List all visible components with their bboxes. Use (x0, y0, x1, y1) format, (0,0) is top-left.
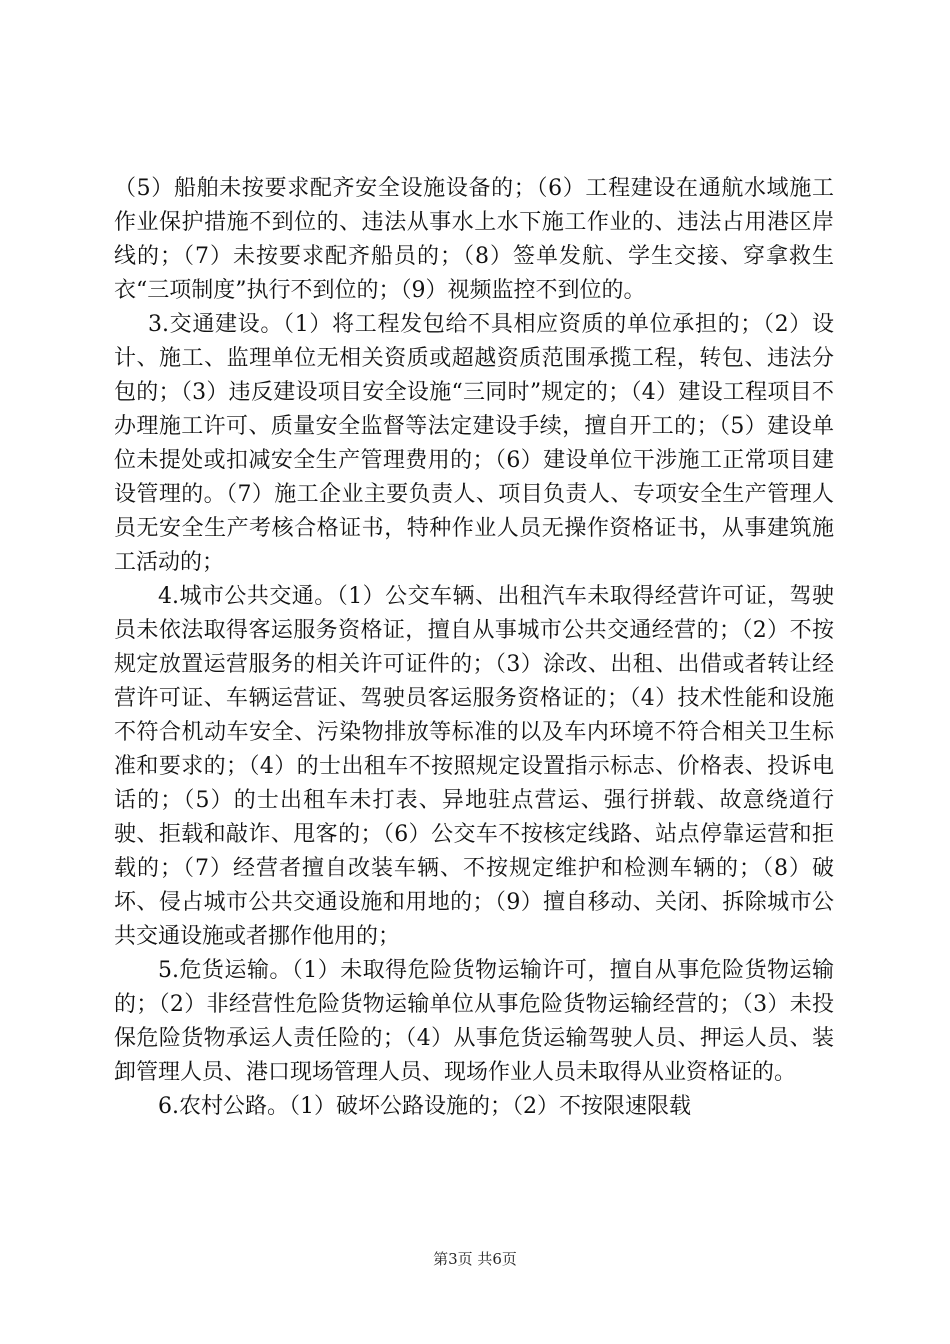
paragraph-2: 3.交通建设。（1）将工程发包给不具相应资质的单位承担的；（2）设计、施工、监理单位无相关资质或超越资质范围承揽工程，转包、违法分包的；（3）违反建设项目安全设施“三同时”规定的；（4）建设工程项目不办理施工许可、质量安全监督等法定建设手续，擅自开工的；（5）建设单位未提处或扣减安全生产管理费用的；（6）建设单位干涉施工正常项目建设管理的。（7）施工企业主要负责人、项目负责人、专项安全生产管理人员无安全生产考核合格证书，特种作业人员无操作资格证书，从事建筑施工活动的； (114, 312, 834, 575)
body-text (114, 172, 834, 1124)
paragraph-5: 6.农村公路。（1）破坏公路设施的；（2）不按限速限载 (158, 1094, 691, 1119)
page-footer: 第3页 共6页 (433, 1250, 517, 1268)
paragraph-4: 5.危货运输。（1）未取得危险货物运输许可，擅自从事危险货物运输的；（2）非经营性危险货物运输单位从事危险货物运输经营的；（3）未投保危险货物承运人责任险的；（4）从事危货运输驾驶人员、押运人员、装卸管理人员、港口现场管理人员、现场作业人员未取得从业资格证的。 (114, 958, 834, 1085)
paragraph-1: （5）船舶未按要求配齐安全设施设备的；（6）工程建设在通航水域施工作业保护措施不到位的、违法从事水上水下施工作业的、违法占用港区岸线的；（7）未按要求配齐船员的；（8）签单发航、学生交接、穿拿救生衣“三项制度”执行不到位的；（9）视频监控不到位的。 (114, 176, 834, 303)
paragraph-3: 4.城市公共交通。（1）公交车辆、出租汽车未取得经营许可证，驾驶员未依法取得客运服务资格证，擅自从事城市公共交通经营的；（2）不按规定放置运营服务的相关许可证件的；（3）涂改、出租、出借或者转让经营许可证、车辆运营证、驾驶员客运服务资格证的；（4）技术性能和设施不符合机动车安全、污染物排放等标准的以及车内环境不符合相关卫生标准和要求的；（4）的士出租车不按照规定设置指示标志、价格表、投诉电话的；（5）的士出租车未打表、异地驻点营运、强行拼载、故意绕道行驶、拒载和敲诈、甩客的；（6）公交车不按核定线路、站点停靠运营和拒载的；（7）经营者擅自改装车辆、不按规定维护和检测车辆的；（8）破坏、侵占城市公共交通设施和用地的；（9）擅自移动、关闭、拆除城市公共交通设施或者挪作他用的； (114, 584, 834, 949)
